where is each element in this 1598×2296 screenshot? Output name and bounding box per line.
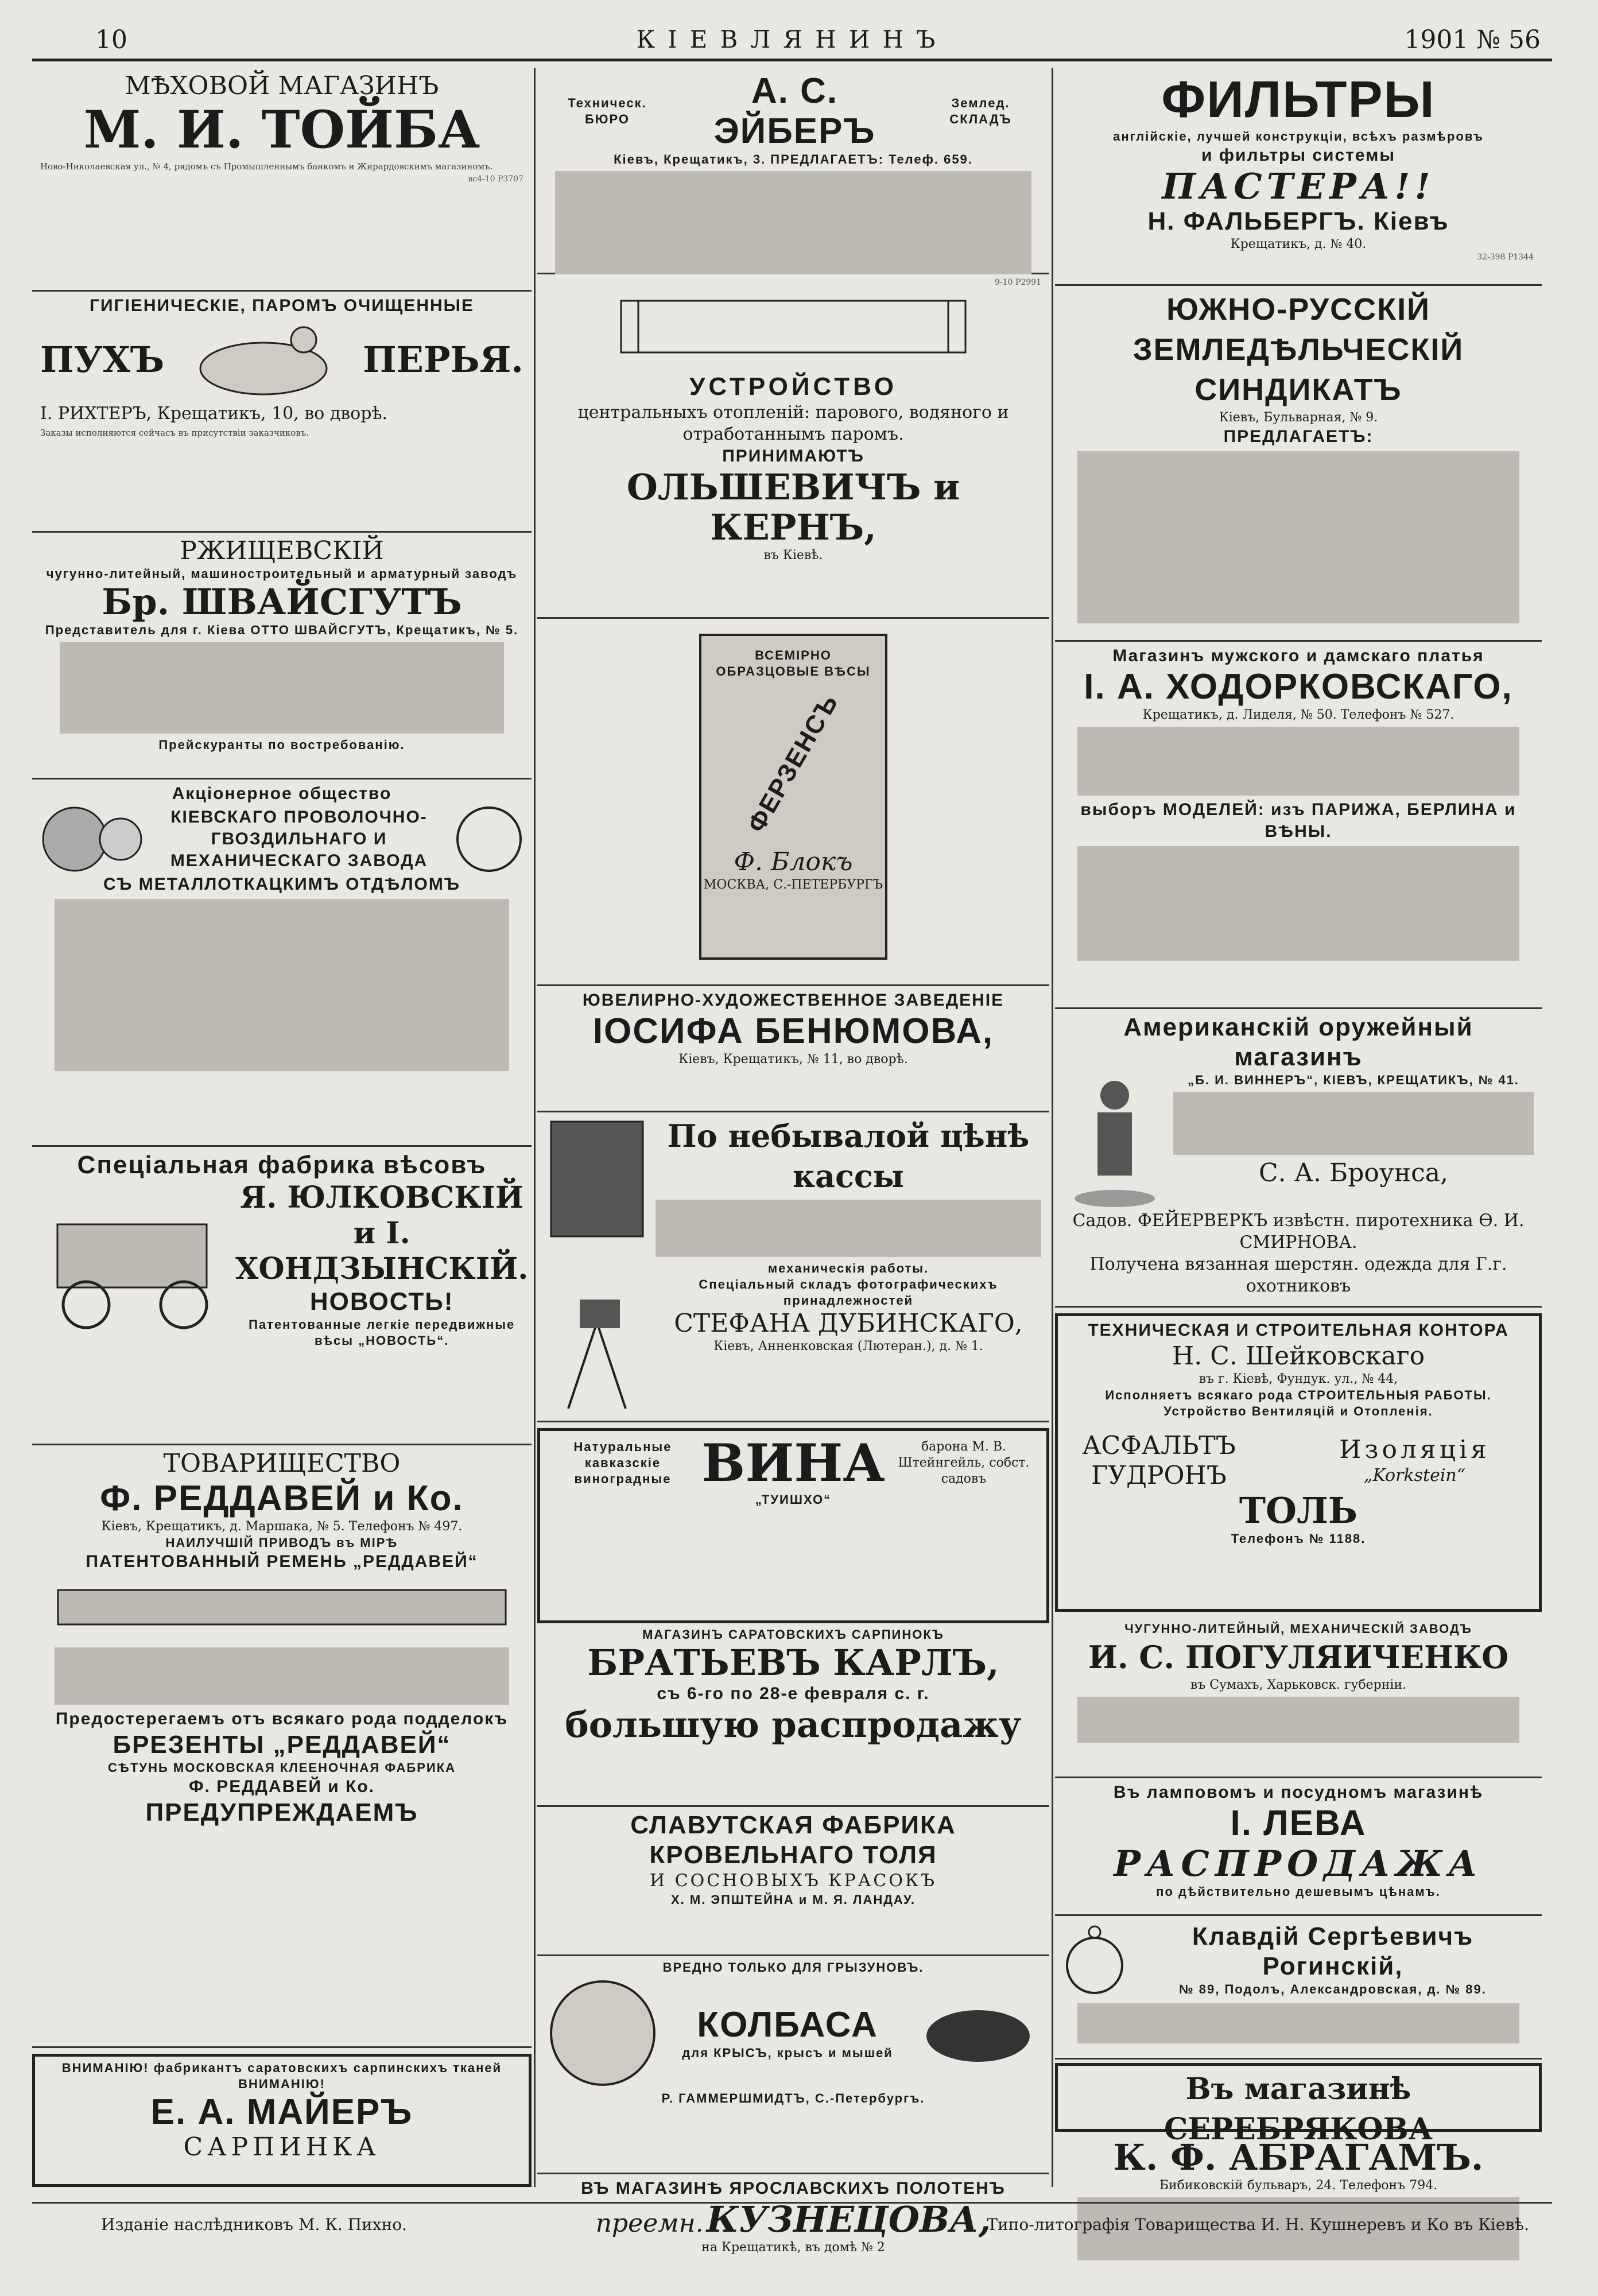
ad-filters-system: и фильтры системы (1201, 146, 1395, 165)
ad-filters-name: Н. ФАЛЬБЕРГЪ. Кіевъ (1147, 207, 1449, 235)
ad-kuznetsova-pre: преемн. (595, 2209, 704, 2238)
ad-roginsky-text-block (1077, 2003, 1520, 2043)
ad-kiev-wire-row (40, 805, 523, 874)
ad-photo-address: Кіевъ, Анненковская (Лютеран.), д. № 1. (713, 1339, 983, 1353)
ad-heating-names: ОЛЬШЕВИЧЪ и КЕРНЪ, (626, 466, 960, 548)
ad-syndicate-address: Кіевъ, Бульварная, № 9. (1219, 410, 1378, 425)
ad-kassy-row (545, 1116, 1041, 1277)
ad-pogulyaichenko-text-block (1077, 1697, 1520, 1743)
ad-ferzens-box (699, 634, 887, 960)
ad-sheikovsky-left: АСФАЛЬТЪ ГУДРОНЪ (1082, 1431, 1236, 1490)
ad-kolbasa-title: ВРЕДНО ТОЛЬКО ДЛЯ ГРЫЗУНОВЪ. (662, 1960, 924, 1975)
ad-sheikovsky-row (1066, 1431, 1531, 1491)
ad-syndicate-title: ЮЖНО-РУССКІЙ ЗЕМЛЕДѢЛЬЧЕСКІЙ СИНДИКАТЪ (1132, 292, 1464, 407)
ad-pukh-seller: I. РИХТЕРЪ, Крещатикъ, 10, во дворѣ. (40, 404, 388, 424)
factory-emblem-icon (40, 805, 143, 874)
ad-reddavey (32, 1445, 532, 2048)
ad-photo-text (656, 1277, 1041, 1414)
rat-illustration (915, 1990, 1041, 2076)
ad-sheikovsky-slogan: Исполняетъ всякаго рода СТРОИТЕЛЬНЫЯ РАБОТЫ. (1105, 1388, 1492, 1402)
ad-reddavey-name: Ф. РЕДДАВЕЙ и Ко. (100, 1479, 464, 1518)
ad-vesy-product: Патентованные легкіе передвижные вѣсы „НОВОСТЬ“. (249, 1317, 515, 1348)
ad-roginsky-address: № 89, Подолъ, Александровская, д. № 89. (1179, 1982, 1487, 1996)
ad-vesy (32, 1147, 532, 1445)
ad-winner-brown: С. А. Броунса, (1259, 1158, 1448, 1188)
ad-eiber-text-block (555, 171, 1031, 274)
ad-eiber-name: А. С. ЭЙБЕРЪ (713, 71, 876, 151)
ad-kassy-title: По небывалой цѣнѣ кассы (667, 1118, 1030, 1194)
ad-vesy-row (40, 1180, 529, 1349)
ad-kolbasa (537, 1956, 1049, 2174)
ad-filters-code: 32-398 Р1344 (1477, 253, 1534, 262)
ad-benyumov (537, 986, 1049, 1112)
column-1 (32, 68, 532, 2187)
ad-kassy-text-block (656, 1200, 1041, 1257)
ad-ferzens-cities: МОСКВА, С.-ПЕТЕРБУРГЪ (703, 878, 883, 892)
ad-winner (1055, 1009, 1542, 1308)
safe-illustration (545, 1116, 649, 1242)
ad-roginsky (1055, 1916, 1542, 2060)
column-divider-2 (1052, 68, 1053, 2187)
ad-khodorkovsky-address: Крещатикъ, д. Лиделя, № 50. Телефонъ № 527. (1142, 708, 1455, 722)
ad-winner-title: Американскій оружейный магазинъ (1123, 1013, 1473, 1071)
ad-winner-text-block (1173, 1092, 1534, 1155)
ad-pukh-row (40, 317, 523, 403)
ad-pukh-title: ГИГІЕНИЧЕСКІЕ, ПАРОМЪ ОЧИЩЕННЫЕ (89, 296, 475, 315)
ad-kolbasa-for: для КРЫСЪ, крысъ и мышей (682, 2046, 893, 2060)
ad-pogulyaichenko-title: ЧУГУННО-ЛИТЕЙНЫЙ, МЕХАНИЧЕСКІЙ ЗАВОДЪ (1124, 1622, 1472, 1636)
aok-seal-icon (455, 805, 523, 874)
ad-reddavey-brezenty: БРЕЗЕНТЫ „РЕДДАВЕЙ“ (113, 1731, 451, 1759)
ad-kassy-photo (537, 1112, 1049, 1422)
ad-kuznetsova-name: КУЗНЕЦОВА, (706, 2198, 991, 2240)
ad-slavuta-title: СЛАВУТСКАЯ ФАБРИКА КРОВЕЛЬНАГО ТОЛЯ (630, 1811, 956, 1869)
ad-sheikovsky (1055, 1313, 1542, 1612)
ad-khodorkovsky-title: Магазинъ мужского и дамскаго платья (1112, 646, 1484, 665)
ad-kuznetsova-address: на Крещатикѣ, въ домѣ № 2 (701, 2240, 885, 2255)
ad-ferzens-label: ВСЕМІРНО ОБРАЗЦОВЫЕ ВѢСЫ (716, 648, 871, 678)
ad-vina-word: ВИНА (701, 1433, 885, 1494)
ad-vina-right: барона М. В. Штейнгейль, собст. садовъ (898, 1440, 1030, 1486)
ad-heating-title: УСТРОЙСТВО (689, 373, 897, 401)
photographer-illustration (545, 1277, 649, 1414)
ad-kiev-wire-title: Акціонерное общество (172, 784, 392, 803)
ad-mayer-product: САРПИНКА (183, 2132, 381, 2162)
ad-photo-row (545, 1277, 1041, 1414)
ad-reddavey-warning: Предостерегаемъ отъ всякаго рода подделокъ (55, 1709, 509, 1728)
ad-winner-text (1173, 1072, 1534, 1210)
ad-reddavey-address: Кіевъ, Крещатикъ, д. Маршака, № 5. Телефонъ № 497. (101, 1519, 463, 1534)
ad-khodorkovsky (1055, 642, 1542, 1009)
ad-kiev-wire (32, 779, 532, 1147)
ad-toifa (32, 68, 532, 292)
ad-lev-note: по дѣйствительно дешевымъ цѣнамъ. (1156, 1884, 1441, 1899)
page-footer (32, 2202, 1552, 2250)
ad-pukh-left: ПУХЪ (40, 339, 165, 381)
ad-reddavey-slogan: НАИЛУЧШІЙ ПРИВОДЪ въ МІРѢ (165, 1535, 398, 1550)
ad-photo-name: СТЕФАНА ДУБИНСКАГО, (674, 1309, 1023, 1338)
hunter-illustration (1063, 1072, 1166, 1210)
ad-heating-text: центральныхъ отопленій: парового, водяного и отработаннымъ паромъ. (577, 402, 1009, 444)
ad-filters-text: англійскіе, лучшей конструкціи, всѣхъ размѣровъ (1113, 129, 1484, 144)
ad-heating (537, 274, 1049, 619)
ad-slavuta (537, 1807, 1049, 1956)
ad-pogulyaichenko-name: И. С. ПОГУЛЯИЧЕНКО (1088, 1639, 1509, 1676)
ad-shvaisgut-subtitle: чугунно-литейный, машиностроительный и арматурный заводъ (46, 567, 518, 581)
ad-shvaisgut-name: Бр. ШВАЙСГУТЪ (102, 581, 462, 623)
header-rule (32, 59, 1552, 61)
ad-toifa-name: М. И. ТОЙБА (83, 99, 480, 160)
ad-pogulyaichenko-city: въ Сумахъ, Харьковск. губерніи. (1190, 1678, 1407, 1692)
ad-kolbasa-text (660, 2005, 915, 2061)
ad-kolbasa-maker: Р. ГАММЕРШМИДТЪ, С.-Петербургъ. (661, 2091, 925, 2105)
ad-sheikovsky-right (1298, 1435, 1531, 1487)
ad-kolbasa-name: КОЛБАСА (697, 2005, 878, 2045)
ad-vina-row (548, 1434, 1038, 1492)
ad-heating-city: въ Кіевѣ. (763, 548, 823, 563)
ad-ferzens-brand: ФЕРЗЕНСЪ (742, 689, 844, 837)
ad-benyumov-name: ІОСИФА БЕНЮМОВА, (592, 1011, 994, 1051)
ad-serebryakov-title: Въ магазинѣ СЕРЕБРЯКОВА (1163, 2072, 1433, 2147)
ad-karl (537, 1623, 1049, 1807)
ad-lev (1055, 1778, 1542, 1916)
ad-sheikovsky-korkstein: „Korkstein“ (1363, 1465, 1466, 1486)
footer-printer: Типо-литографія Товарищества И. Н. Кушнеревъ и Ко въ Кіевѣ. (987, 2215, 1529, 2234)
ad-benyumov-title: ЮВЕЛИРНО-ХУДОЖЕСТВЕННОЕ ЗАВЕДЕНІЕ (582, 991, 1004, 1010)
ad-shvaisgut-title: РЖИЩЕВСКІЙ (180, 536, 384, 565)
ad-vina-left: Натуральные кавказскіе виноградные (573, 1440, 672, 1486)
ad-sheikovsky-phone: Телефонъ № 1188. (1231, 1531, 1366, 1546)
ad-eiber-address: Кіевъ, Крещатикъ, 3. ПРЕДЛАГАЕТЪ: Телеф. 659. (614, 152, 973, 166)
newspaper-title: КІЕВЛЯНИНЪ (636, 25, 948, 53)
ad-karl-sale: большую распродажу (565, 1704, 1022, 1746)
footer-publisher: Изданіе наслѣдниковъ М. К. Пихно. (101, 2215, 408, 2234)
pocket-watch-icon (1063, 1919, 1126, 2000)
ad-eiber-left: Техническ. БЮРО (568, 96, 647, 126)
ad-reddavey-title: ТОВАРИЩЕСТВО (163, 1449, 401, 1478)
ad-reddavey-product: ПАТЕНТОВАННЫЙ РЕМЕНЬ „РЕДДАВЕЙ“ (86, 1552, 478, 1571)
ad-winner-name: „Б. И. ВИННЕРЪ“, КІЕВЪ, КРЕЩАТИКЪ, № 41. (1188, 1073, 1519, 1087)
ad-khodorkovsky-models: выборъ МОДЕЛЕЙ: изъ ПАРИЖА, БЕРЛИНА и ВѢНЫ. (1080, 800, 1516, 841)
ad-abragam-address: Бибиковскій бульваръ, 24. Телефонъ 794. (1159, 2178, 1438, 2193)
ad-pogulyaichenko (1055, 1618, 1542, 1778)
ad-pukh (32, 292, 532, 533)
ad-syndicate (1055, 286, 1542, 642)
column-3 (1055, 68, 1542, 2193)
issue-number: 1901 № 56 (1404, 25, 1541, 55)
ad-filters-title: ФИЛЬТРЫ (1161, 71, 1436, 129)
ad-kolbasa-row (545, 1976, 1041, 2091)
ad-lev-sale: РАСПРОДАЖА (1114, 1843, 1483, 1884)
ad-photo-title: Спеціальный складъ фотографическихъ принадлежностей (699, 1277, 998, 1308)
ad-sheikovsky-title: ТЕХНИЧЕСКАЯ И СТРОИТЕЛЬНАЯ КОНТОРА (1088, 1321, 1509, 1340)
ad-shvaisgut-text-block (60, 642, 505, 734)
ad-lev-title: Въ ламповомъ и посудномъ магазинѣ (1113, 1783, 1484, 1802)
ad-syndicate-text-block (1077, 451, 1520, 623)
ad-abragam-name: К. Ф. АБРАГАМЪ. (1113, 2136, 1484, 2178)
ad-kuznetsova-title: ВЪ МАГАЗИНѢ ЯРОСЛАВСКИХЪ ПОЛОТЕНЪ (581, 2179, 1006, 2198)
ad-reddavey-notice: ПРЕДУПРЕЖДАЕМЪ (145, 1798, 418, 1826)
ad-serebryakov (1055, 2063, 1542, 2147)
ad-toifa-code: вс4-10 Р3707 (468, 174, 523, 184)
ad-pukh-right: ПЕРЬЯ. (363, 339, 523, 381)
goose-illustration (189, 317, 338, 403)
ad-toifa-address: Ново-Николаевская ул., № 4, рядомъ съ Промышленнымъ банкомъ и Жирардовскимъ магазиномъ. (40, 161, 493, 172)
page-number: 10 (95, 25, 127, 55)
scale-cart-illustration (40, 1190, 235, 1339)
ad-shvaisgut (32, 533, 532, 779)
ad-eiber-right: Землед. СКЛАДЪ (949, 96, 1012, 126)
ad-eiber (537, 68, 1049, 287)
ad-lev-name: I. ЛЕВА (1230, 1804, 1367, 1843)
ad-khodorkovsky-text-block (1077, 727, 1520, 796)
ad-roginsky-name: Клавдій Сергѣевичъ Рогинскій, (1192, 1922, 1474, 1980)
ad-filters-address: Крещатикъ, д. № 40. (1230, 237, 1367, 251)
ad-karl-name: БРАТЬЕВЪ КАРЛЪ, (587, 1642, 999, 1684)
ad-vesy-news: НОВОСТЬ! (309, 1287, 454, 1316)
ad-ferzens (537, 619, 1049, 986)
belt-illustration (52, 1573, 511, 1642)
column-divider-1 (534, 68, 536, 2187)
ad-winner-fireworks: Садов. ФЕЙЕРВЕРКЪ извѣстн. пиротехника Ѳ. И. СМИРНОВА. (1072, 1211, 1525, 1252)
ad-karl-title: МАГАЗИНЪ САРАТОВСКИХЪ САРПИНОКЪ (642, 1627, 944, 1642)
ad-sheikovsky-tol: ТОЛЬ (1239, 1490, 1358, 1531)
ad-reddavey-text-block (55, 1647, 509, 1705)
ad-reddavey-oilcloth2: Ф. РЕДДАВЕЙ и Ко. (188, 1777, 375, 1796)
ad-shvaisgut-footer: Прейскуранты по востребованію. (158, 738, 405, 752)
ad-heating-accept: ПРИНИМАЮТЪ (722, 447, 864, 466)
radiator-illustration (592, 278, 994, 370)
ad-karl-dates: съ 6-го по 28-е февраля с. г. (657, 1684, 930, 1703)
ad-eiber-code: 9-10 Р2991 (995, 278, 1041, 287)
ad-winner-wool: Получена вязанная шерстян. одежда для Г.г. охотниковъ (1089, 1254, 1507, 1296)
ad-vina-brand: „ТУИШХО“ (755, 1492, 832, 1507)
ad-shvaisgut-rep: Представитель для г. Кіева ОТТО ШВАЙСГУТЪ, Крещатикъ, № 5. (45, 623, 519, 637)
ad-sheikovsky-sub: Устройство Вентиляцій и Отопленія. (1163, 1404, 1433, 1418)
ad-khodorkovsky-text-block-2 (1077, 846, 1520, 961)
ad-vesy-text (235, 1180, 528, 1349)
ad-mayer (32, 2054, 532, 2187)
ad-kassy-subtitle: механическія работы. (767, 1261, 929, 1275)
ad-vina (537, 1428, 1049, 1623)
column-2 (537, 68, 1049, 2255)
ad-benyumov-address: Кіевъ, Крещатикъ, № 11, во дворѣ. (678, 1052, 908, 1066)
ad-kassy-text (656, 1116, 1041, 1277)
ad-ferzens-maker: Ф. Блокъ (734, 847, 853, 876)
ad-pukh-note: Заказы исполняются сейчасъ въ присутствіи заказчиковъ. (40, 428, 309, 438)
ad-kiev-wire-store: СЪ МЕТАЛЛОТКАЦКИМЪ ОТДѢЛОМЪ (103, 875, 460, 894)
ad-vesy-names: Я. ЮЛКОВСКІЙ и I. ХОНДЗЫНСКІЙ. (235, 1180, 529, 1286)
ad-vesy-title: Спеціальная фабрика вѣсовъ (77, 1151, 487, 1179)
ad-toifa-title: МѢХОВОЙ МАГАЗИНЪ (125, 71, 439, 100)
rat-seal-icon (545, 1976, 660, 2091)
ad-mayer-name: Е. А. МАЙЕРЪ (150, 2092, 413, 2132)
ad-khodorkovsky-name: I. А. ХОДОРКОВСКАГО, (1084, 667, 1513, 707)
ad-slavuta-subtitle: И СОСНОВЫХЪ КРАСОКЪ (650, 1871, 937, 1891)
ad-reddavey-oilcloth: СѢТУНЬ МОСКОВСКАЯ КЛЕЕНОЧНАЯ ФАБРИКА (107, 1760, 456, 1775)
ad-filters (1055, 68, 1542, 286)
ad-sheikovsky-insul: Изоляція (1339, 1435, 1490, 1464)
ad-syndicate-offer: ПРЕДЛАГАЕТЪ: (1223, 427, 1374, 446)
ad-kiev-wire-name: КІЕВСКАГО ПРОВОЛОЧНО-ГВОЗДИЛЬНАГО И МЕХАНИЧЕСКАГО ЗАВОДА (170, 808, 428, 870)
ad-roginsky-row (1063, 1919, 1534, 2000)
ad-mayer-attention: ВНИМАНІЮ! фабрикантъ саратовскихъ сарпинскихъ тканей ВНИМАНІЮ! (61, 2061, 502, 2091)
ad-slavuta-owners: Х. М. ЭПШТЕЙНА и М. Я. ЛАНДАУ. (670, 1892, 916, 1907)
page-header (32, 23, 1552, 64)
ad-roginsky-text (1132, 1922, 1534, 1998)
ad-kiev-wire-product-list (55, 899, 509, 1071)
ad-sheikovsky-name: Н. С. Шейковскаго (1172, 1341, 1425, 1371)
ad-sheikovsky-address: въ г. Кіевѣ, Фундук. ул., № 44, (1198, 1372, 1398, 1386)
ad-filters-pasteur: ПАСТЕРА!! (1162, 165, 1435, 207)
ad-winner-row (1063, 1072, 1534, 1210)
ad-eiber-row (545, 71, 1041, 152)
